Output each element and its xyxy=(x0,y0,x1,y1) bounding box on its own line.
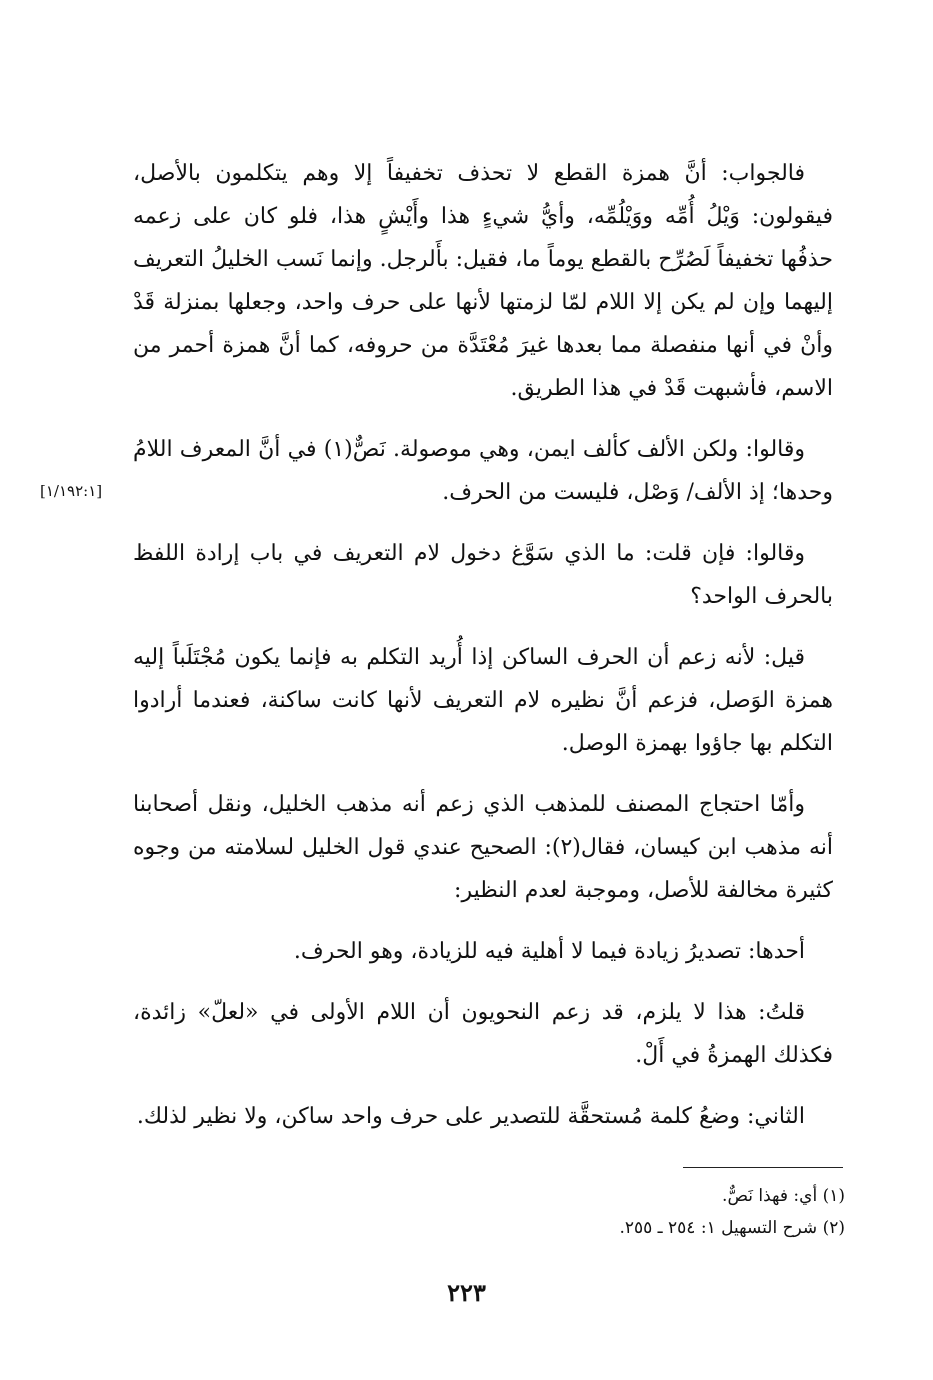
page-number: ٢٢٣ xyxy=(447,1278,486,1307)
paragraph-4: قيل: لأنه زعم أن الحرف الساكن إذا أُريد التكلم به فإنما يكون مُجْتَلَباً إليه همزة الوَصل، فزعم أنَّ نظيره لام التعريف لأنها كانت ساكنة، فعندما أرادوا التكلم بها جاؤوا بهمزة الوصل. xyxy=(133,645,833,756)
footnote-separator xyxy=(683,1167,843,1168)
paragraph-8: الثاني: وضعُ كلمة مُستحقَّة للتصدير على حرف واحد ساكن، ولا نظير لذلك. xyxy=(136,1104,805,1129)
paragraph-3: وقالوا: فإن قلت: ما الذي سَوَّغ دخول لام التعريف في باب إرادة اللفظ بالحرف الواحد؟ xyxy=(133,541,833,609)
footnote-1: (١) أي: فهذا نَصٌّ. xyxy=(722,1186,845,1206)
main-text xyxy=(133,152,833,1156)
footnotes xyxy=(400,1180,845,1244)
paragraph-1: فالجواب: أنَّ همزة القطع لا تحذف تخفيفاً إلا وهم يتكلمون بالأصل، فيقولون: وَيْلُ أُمِّه ووَيْلُمِّه، وأيُّ شيءٍ هذا وأَيْشٍ هذا، فلو كان على زعمه حذفُها تخفيفاً لَصُرِّح بالقطع يوماً ما، فقيل: بأَلرجل. وإنما نَسب الخليلُ التعريف إليهما وإن لم يكن إلا اللام لمّا لزمتها لأنها على حرف واحد، وجعلها بمنزلة قَدْ وأنْ في أنها منفصلة مما بعدها غيرَ مُعْتَدَّة من حروفه، كما أنَّ همزة أحمر من الاسم، فأشبهت قَدْ في هذا الطريق. xyxy=(133,161,833,401)
paragraph-6: أحدها: تصديرُ زيادة فيما لا أهلية فيه للزيادة، وهو الحرف. xyxy=(293,939,805,964)
paragraph-5: وأمّا احتجاج المصنف للمذهب الذي زعم أنه مذهب الخليل، ونقل أصحابنا أنه مذهب ابن كيسان، فقال(٢): الصحيح عندي قول الخليل لسلامته من وجوه كثيرة مخالفة للأصل، وموجبة لعدم النظير: xyxy=(133,792,834,903)
manuscript-folio-reference: [١/١٩٢:١] xyxy=(40,482,103,500)
footnote-2: (٢) شرح التسهيل ١: ٢٥٤ ـ ٢٥٥. xyxy=(619,1218,845,1238)
paragraph-7: قلتُ: هذا لا يلزم، قد زعم النحويون أن اللام الأولى في «لعلّ» زائدة، فكذلك الهمزةُ في أَلْ. xyxy=(133,1000,833,1068)
paragraph-2: وقالوا: ولكن الألف كألف ايمن، وهي موصولة. نَصٌّ(١) في أنَّ المعرف اللامُ وحدها؛ إذ الألف/ وَصْل، فليست من الحرف. xyxy=(133,437,833,505)
